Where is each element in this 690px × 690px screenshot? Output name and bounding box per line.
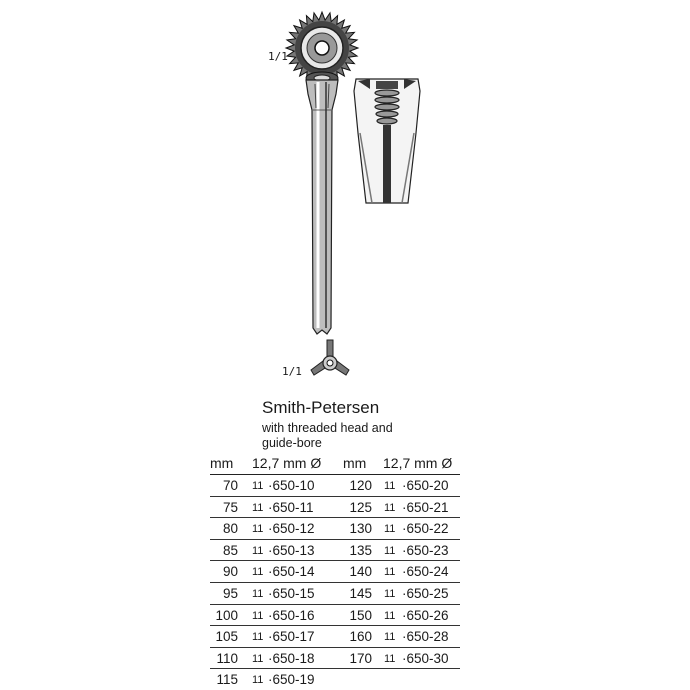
cell-mm-left: 115 — [216, 672, 238, 688]
cell-article-left: ·650-19 — [268, 672, 315, 688]
table-row — [210, 648, 460, 670]
cell-prefix-right: 11 — [384, 652, 396, 665]
cell-article-right: ·650-21 — [402, 499, 449, 515]
table-row — [210, 518, 460, 540]
cell-article-right: ·650-22 — [402, 521, 449, 537]
cell-mm-right: 135 — [349, 542, 372, 558]
cell-mm-left: 110 — [216, 650, 238, 666]
cell-mm-right: 160 — [349, 629, 372, 645]
nail-side-view — [296, 70, 348, 340]
cell-mm-right: 170 — [349, 650, 372, 666]
table-row — [210, 497, 460, 519]
cell-mm-left: 85 — [222, 542, 238, 558]
cell-mm-left: 105 — [215, 629, 238, 645]
cell-prefix-left: 11 — [252, 523, 264, 536]
table-row — [210, 540, 460, 562]
cell-mm-right: 150 — [349, 607, 372, 623]
cell-article-right: ·650-23 — [402, 542, 449, 558]
table-row — [210, 475, 460, 497]
cell-article-left: ·650-14 — [268, 564, 315, 580]
cell-mm-right: 120 — [349, 478, 372, 493]
cell-article-left: ·650-11 — [268, 499, 314, 515]
cell-article-left: ·650-18 — [268, 650, 315, 666]
article-table — [210, 452, 460, 690]
header-mm-right: mm — [343, 455, 367, 471]
cell-mm-right: 130 — [349, 521, 372, 537]
cell-prefix-right: 11 — [384, 609, 396, 622]
table-header — [210, 452, 460, 475]
cell-mm-left: 80 — [222, 521, 238, 537]
scale-label-bottom: 1/1 — [282, 365, 302, 378]
cell-mm-left: 70 — [222, 478, 238, 493]
cell-prefix-left: 11 — [252, 587, 264, 600]
cell-mm-left: 75 — [222, 499, 238, 515]
threaded-head-section-view — [348, 73, 426, 213]
cell-prefix-left: 11 — [252, 652, 264, 665]
cell-prefix-left: 11 — [252, 480, 264, 492]
cell-prefix-right: 11 — [384, 523, 396, 536]
cell-mm-right: 140 — [349, 564, 372, 580]
cell-mm-left: 95 — [222, 585, 238, 601]
cell-article-left: ·650-16 — [268, 607, 315, 623]
scale-label-top: 1/1 — [268, 50, 288, 63]
cell-article-right: ·650-20 — [402, 478, 449, 493]
table-row — [210, 669, 460, 690]
cell-prefix-left: 11 — [252, 631, 264, 644]
cell-article-right: ·650-25 — [402, 585, 449, 601]
cell-prefix-right: 11 — [384, 566, 396, 579]
cell-article-left: ·650-13 — [268, 542, 315, 558]
cell-prefix-right: 11 — [384, 587, 396, 600]
table-row — [210, 605, 460, 627]
header-diameter-left: 12,7 mm Ø — [252, 455, 322, 471]
table-row — [210, 626, 460, 648]
cell-article-right: ·650-26 — [402, 607, 449, 623]
product-title: Smith-Petersen — [262, 398, 380, 417]
cell-prefix-right: 11 — [384, 631, 396, 644]
cell-article-right: ·650-24 — [402, 564, 449, 580]
cell-article-right: ·650-30 — [402, 650, 449, 666]
table-row — [210, 561, 460, 583]
header-diameter-right: 12,7 mm Ø — [383, 455, 453, 471]
cell-article-left: ·650-10 — [268, 478, 315, 493]
cell-prefix-left: 11 — [252, 609, 264, 622]
cell-prefix-right: 11 — [384, 480, 396, 492]
cell-article-right: ·650-28 — [402, 629, 449, 645]
cell-article-left: ·650-15 — [268, 585, 315, 601]
header-mm-left: mm — [210, 455, 234, 471]
table-row — [210, 583, 460, 605]
trifin-tip-end-view — [305, 338, 355, 390]
product-subtitle-line1: with threaded head and — [262, 421, 393, 435]
cell-prefix-left: 11 — [252, 544, 264, 557]
cell-prefix-left: 11 — [252, 566, 264, 579]
product-subtitle-line2: guide-bore — [262, 436, 322, 450]
cell-mm-left: 100 — [215, 607, 238, 623]
cell-prefix-right: 11 — [384, 544, 396, 557]
cell-prefix-left: 11 — [252, 501, 264, 514]
cell-prefix-right: 11 — [384, 501, 396, 514]
cell-prefix-left: 11 — [252, 674, 264, 687]
cell-mm-left: 90 — [222, 564, 238, 580]
cell-article-left: ·650-17 — [268, 629, 315, 645]
cell-mm-right: 145 — [349, 585, 372, 601]
cell-article-left: ·650-12 — [268, 521, 315, 537]
cell-mm-right: 125 — [349, 499, 372, 515]
